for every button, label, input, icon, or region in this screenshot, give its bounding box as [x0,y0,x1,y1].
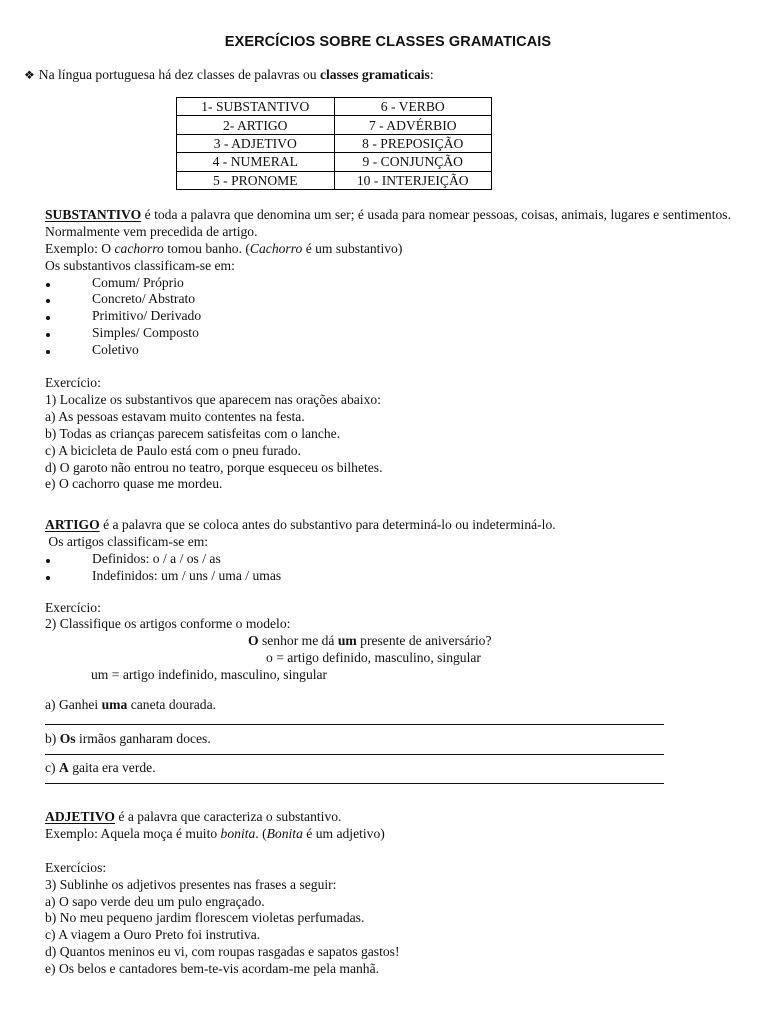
item-text: caneta dourada. [127,697,216,713]
substantivo-types-list [45,275,731,359]
artigo-classify-intro: Os artigos classificam-se em: [45,533,209,549]
table-cell: 6 - VERBO [334,98,492,116]
table-cell: 9 - CONJUNÇÃO [334,153,492,171]
table-row [177,116,492,134]
artigo-item [45,697,731,714]
list-item: Primitivo/ Derivado [45,308,731,325]
exercise-item: d) O garoto não entrou no teatro, porque esqueceu os bilhetes. [45,459,383,475]
adjetivo-section [45,809,731,978]
exercise-prompt: 3) Sublinhe os adjetivos presentes nas frases a seguir: [45,876,337,892]
adjetivo-definition [45,809,731,826]
table-cell: 4 - NUMERAL [177,153,335,171]
example-text: é um adjetivo) [302,825,385,841]
intro-line [24,67,434,84]
adjetivo-term: ADJETIVO [45,809,115,824]
list-item: Definidos: o / a / os / as [45,551,731,568]
artigo-section [45,517,731,784]
table-cell: 10 - INTERJEIÇÃO [334,171,492,189]
artigo-definition [45,517,731,534]
item-text: irmãos ganharam doces. [75,730,211,746]
model-bold: O [248,633,259,649]
item-text: gaita era verde. [68,759,156,775]
table-cell: 8 - PREPOSIÇÃO [334,134,492,152]
substantivo-example [45,241,731,258]
table-cell: 7 - ADVÉRBIO [334,116,492,134]
table-row [177,98,492,116]
exercise-item: b) Todas as crianças parecem satisfeitas com o lanche. [45,425,341,441]
page-title: EXERCÍCIOS SOBRE CLASSES GRAMATICAIS [224,34,552,50]
intro-colon: : [429,67,434,82]
adjetivo-definition-text: é a palavra que caracteriza o substantivo. [114,809,342,824]
artigo-term: ARTIGO [45,517,100,532]
model-line-definido: o = artigo definido, masculino, singular [266,650,481,666]
artigo-definition-text: é a palavra que se coloca antes do substantivo para determiná-lo ou indeterminá-lo. [99,517,556,532]
model-text: presente de aniversário? [356,633,492,649]
item-text: b) [45,730,60,746]
item-bold: A [58,759,69,775]
table-row [177,153,492,171]
table-cell: 1- SUBSTANTIVO [177,98,335,116]
exercise-label: Exercício: [45,375,101,391]
list-item: Concreto/ Abstrato [45,291,731,308]
exercise-item: a) O sapo verde deu um pulo engraçado. [45,893,265,909]
substantivo-definition [45,207,731,241]
answer-line[interactable] [45,783,664,784]
example-italic: Bonita [266,825,303,841]
list-item: Coletivo [45,342,731,359]
exercise-prompt: 2) Classifique os artigos conforme o modelo: [45,616,291,632]
classes-table [176,97,492,190]
example-text: Exemplo: Aquela moça é muito [45,825,221,841]
item-bold: Os [59,730,76,746]
table-cell: 3 - ADJETIVO [177,134,335,152]
exercise-item: e) Os belos e cantadores bem-te-vis acordam-me pela manhã. [45,961,380,977]
exercise-item: d) Quantos meninos eu vi, com roupas rasgadas e sapatos gastos! [45,944,400,960]
item-text: a) Ganhei [45,697,102,713]
table-cell: 5 - PRONOME [177,171,335,189]
item-bold: uma [101,697,128,713]
intro-bold: classes gramaticais [319,67,430,82]
example-italic: cachorro [114,240,164,256]
exercise-prompt: 1) Localize os substantivos que aparecem nas orações abaixo: [45,391,381,407]
example-text: Exemplo: O [45,240,115,256]
example-text: tomou banho. ( [163,240,250,256]
example-italic: Cachorro [249,240,303,256]
list-item: Comum/ Próprio [45,275,731,292]
list-item: Indefinidos: um / uns / uma / umas [45,568,731,585]
table-row [177,171,492,189]
artigo-item [45,731,731,748]
exercise-item: c) A viagem a Ouro Preto foi instrutiva. [45,927,261,943]
model-sentence [45,633,731,650]
item-text: c) [45,759,59,775]
exercise-item: c) A bicicleta de Paulo está com o pneu furado. [45,442,301,458]
example-italic: bonita [220,825,256,841]
model-bold: um [337,633,357,649]
model-text: senhor me dá [258,633,338,649]
adjetivo-example [45,826,731,843]
table-row [177,134,492,152]
example-text: é um substantivo) [302,240,403,256]
table-cell: 2- ARTIGO [177,116,335,134]
artigo-types-list [45,551,731,585]
substantivo-term: SUBSTANTIVO [45,207,142,222]
substantivo-section [45,207,731,493]
substantivo-definition-text: é toda a palavra que denomina um ser; é usada para nomear pessoas, coisas, animais, lugares e sentimentos. Normalmente vem precedida de artigo. [45,207,731,239]
exercise-item: b) No meu pequeno jardim florescem violetas perfumadas. [45,910,365,926]
artigo-item [45,760,731,777]
exercise-label: Exercício: [45,599,101,615]
model-line-indefinido: um = artigo indefinido, masculino, singular [91,667,328,683]
intro-text: Na língua portuguesa há dez classes de palavras ou [38,67,320,82]
list-item: Simples/ Composto [45,325,731,342]
substantivo-classify-intro: Os substantivos classificam-se em: [45,257,235,273]
example-text: . ( [255,825,267,841]
exercise-item: e) O cachorro quase me mordeu. [45,476,223,492]
exercise-label: Exercícios: [45,859,107,875]
four-petal-diamond-icon: ❖ [24,68,35,82]
exercise-item: a) As pessoas estavam muito contentes na festa. [45,408,305,424]
